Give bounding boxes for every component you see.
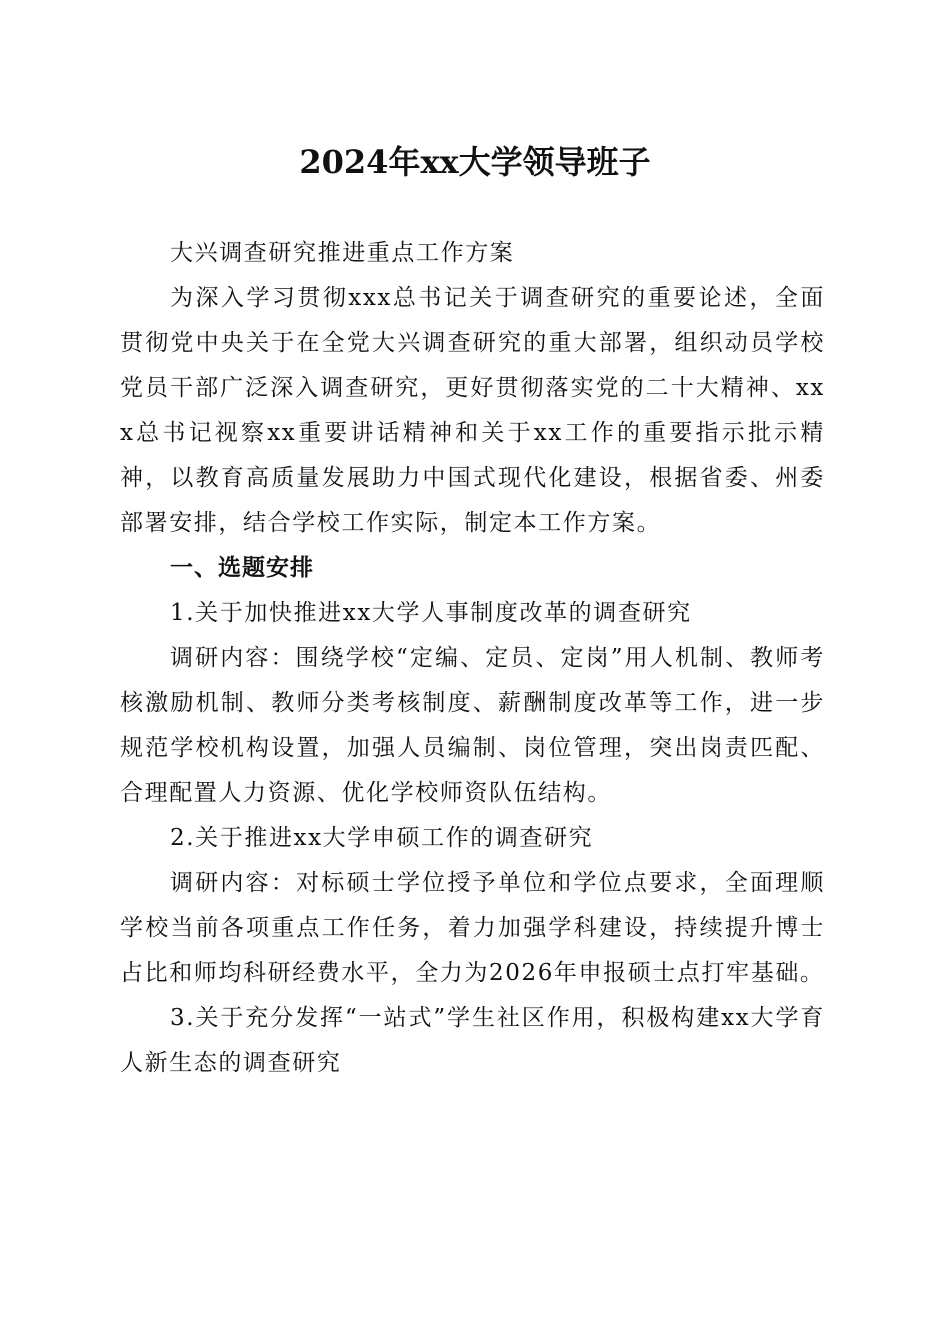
- topic-2-heading: 2.关于推进xx大学申硕工作的调查研究: [170, 825, 594, 851]
- document-title: 2024年xx大学领导班子: [299, 143, 651, 181]
- subtitle-paragraph: 大兴调查研究推进重点工作方案: [170, 240, 515, 266]
- section-heading: 一、选题安排: [170, 555, 314, 581]
- topic-1-heading: 1.关于加快推进xx大学人事制度改革的调查研究: [170, 600, 692, 626]
- topic-2-content: 调研内容：对标硕士学位授予单位和学位点要求，全面理顺学校当前各项重点工作任务，着力加强学科建设，持续提升博士占比和师均科研经费水平，全力为2026年申报硕士点打牢基础。: [120, 870, 825, 986]
- topic-1-content: 调研内容：围绕学校“定编、定员、定岗”用人机制、教师考核激励机制、教师分类考核制度、薪酬制度改革等工作，进一步规范学校机构设置，加强人员编制、岗位管理，突出岗责匹配、合理配置人力资源、优化学校师资队伍结构。: [120, 645, 825, 806]
- document-body: [120, 231, 825, 1086]
- topic-3-heading: 3.关于充分发挥“一站式”学生社区作用，积极构建xx大学育人新生态的调查研究: [120, 1005, 825, 1076]
- intro-paragraph: 为深入学习贯彻xxx总书记关于调查研究的重要论述，全面贯彻党中央关于在全党大兴调查研究的重大部署，组织动员学校党员干部广泛深入调查研究，更好贯彻落实党的二十大精神、xxx总书记视察xx重要讲话精神和关于xx工作的重要指示批示精神，以教育高质量发展助力中国式现代化建设，根据省委、州委部署安排，结合学校工作实际，制定本工作方案。: [120, 285, 825, 536]
